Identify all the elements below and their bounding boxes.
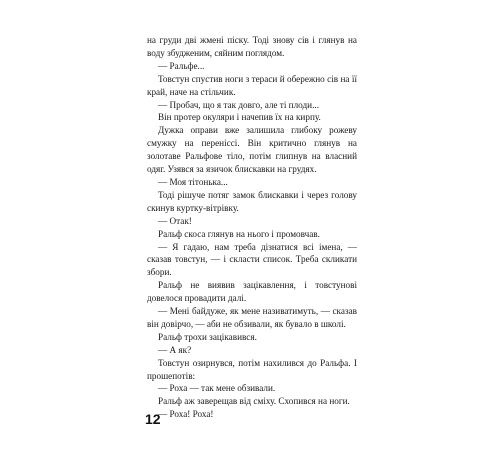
paragraph: — Отак! [158,215,192,226]
paragraph: — Пробач, що я так довго, але ті плоди... [158,99,319,110]
body-text [147,34,357,421]
paragraph: — Роха — так мене обзивали. [158,383,276,394]
paragraph: Він протер окуляри і начепив їх на кирпу. [158,112,321,123]
paragraph: — Моя тітонька... [158,176,228,187]
paragraph: — Роха! Роха! [158,409,214,420]
paragraph: Товстун озирнувся, потім нахилився до Ральфа. І прошепотів: [147,357,357,381]
paragraph: Ральф аж заверещав від сміху. Схопився на ноги. [158,396,350,407]
page-number: 12 [145,411,161,427]
paragraph: Ральф трохи зацікавився. [158,331,257,342]
paragraph: Ральф не виявив зацікавлення, і товстунові довелося провадити далі. [147,280,357,304]
paragraph: Ральф скоса глянув на нього і промовчав. [158,228,320,239]
paragraph: — Ральфе... [158,60,205,71]
paragraph: на груди дві жмені піску. Тоді знову сів і глянув на воду збудженим, сяйним поглядом. [147,35,357,58]
paragraph: Товстун спустив ноги з тераси й обережно сів на її край, наче на стільчик. [147,73,357,97]
paragraph: Тоді рішуче потяг замок блискавки і через голову скинув куртку-вітрівку. [147,189,357,213]
paragraph: — А як? [158,344,192,355]
paragraph: Дужка оправи вже залишила глибоку рожеву смужку на переніссі. Він критично глянув на золотаве Ральфове тіло, потім глипнув на власний одяг. Узявся за язичок блискавки на грудях. [147,125,357,175]
paragraph: — Я гадаю, нам треба дізнатися всі імена, — сказав товстун, — і скласти список. Треба скликати збори. [147,241,357,278]
paragraph: — Мені байдуже, як мене називатимуть, — сказав він довірчо, — аби не обзивали, як бувало в школі. [147,306,357,329]
